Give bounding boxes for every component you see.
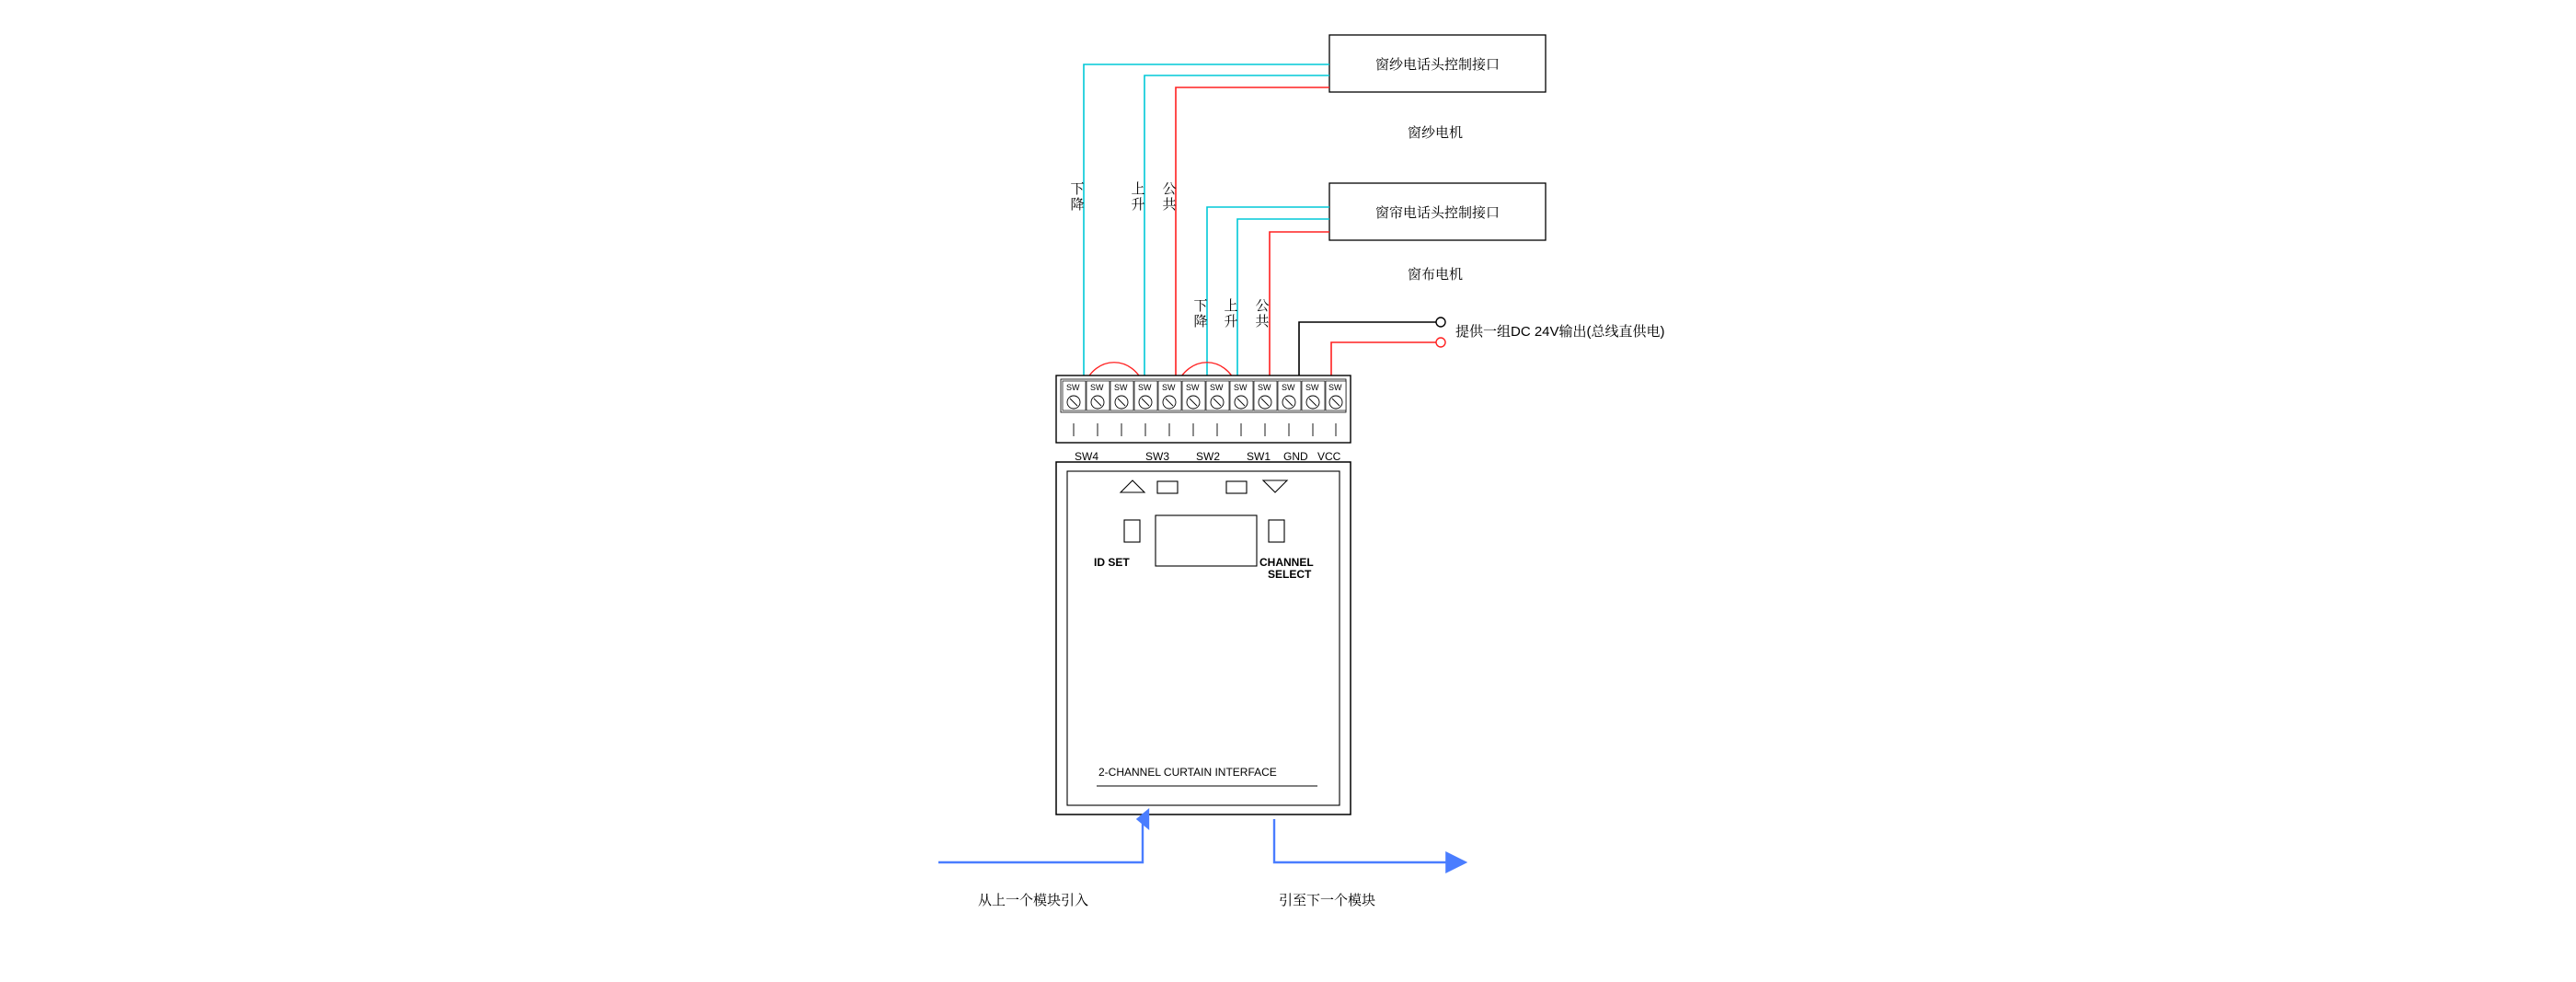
channel-select-label-line2: SELECT (1268, 568, 1312, 581)
id-set-label: ID SET (1094, 556, 1130, 569)
terminal-pin-text: SW (1186, 383, 1200, 392)
terminal-group-gnd: GND (1283, 450, 1308, 463)
power-output-note: 提供一组DC 24V输出(总线直供电) (1455, 324, 1665, 340)
screen-motor-port-label: 窗纱电话头控制接口 (1374, 56, 1500, 73)
wire-curtain-up (1237, 219, 1329, 384)
terminal-pin-text: SW (1282, 383, 1295, 392)
wire-curtain-down (1207, 207, 1329, 384)
terminal-pin-text: SW (1162, 383, 1176, 392)
terminal-pin-text: SW (1114, 383, 1128, 392)
curtain-motor-caption: 窗布电机 (1408, 267, 1464, 283)
wire-label-curtain-common: 公共 (1255, 298, 1270, 329)
device-body (1056, 462, 1351, 814)
terminal-group-sw1: SW1 (1247, 450, 1271, 463)
terminal-pin-text: SW (1066, 383, 1080, 392)
wire-label-screen-common: 公共 (1162, 181, 1177, 213)
device-front-label: 2-CHANNEL CURTAIN INTERFACE (1098, 766, 1277, 779)
bus-in-label: 从上一个模块引入 (978, 893, 1089, 908)
terminal-group-vcc: VCC (1317, 450, 1341, 463)
terminal-pin-text: SW (1258, 383, 1271, 392)
channel-select-label-line1: CHANNEL (1259, 556, 1314, 569)
wire-label-screen-up: 上升 (1131, 181, 1145, 213)
terminal-group-sw4: SW4 (1075, 450, 1099, 463)
terminal-pin-text: SW (1305, 383, 1319, 392)
bus-out-label: 引至下一个模块 (1279, 893, 1376, 908)
curtain-motor-port-label: 窗帘电话头控制接口 (1374, 204, 1500, 221)
bus-out-line (1274, 819, 1461, 862)
bus-in-line (938, 819, 1143, 862)
wire-label-screen-down: 下降 (1070, 181, 1085, 213)
terminal-pin-text: SW (1328, 383, 1342, 392)
terminal-group-sw3: SW3 (1145, 450, 1170, 463)
wire-label-curtain-down: 下降 (1193, 298, 1208, 329)
terminal-pin-text: SW (1138, 383, 1152, 392)
wire-screen-common (1176, 87, 1329, 384)
terminal-pin-text: SW (1210, 383, 1224, 392)
screen-motor-caption: 窗纱电机 (1408, 125, 1464, 141)
wire-label-curtain-up: 上升 (1224, 298, 1238, 329)
terminal-group-sw2: SW2 (1196, 450, 1221, 463)
terminal-pin-text: SW (1234, 383, 1248, 392)
terminal-pin-text: SW (1090, 383, 1104, 392)
